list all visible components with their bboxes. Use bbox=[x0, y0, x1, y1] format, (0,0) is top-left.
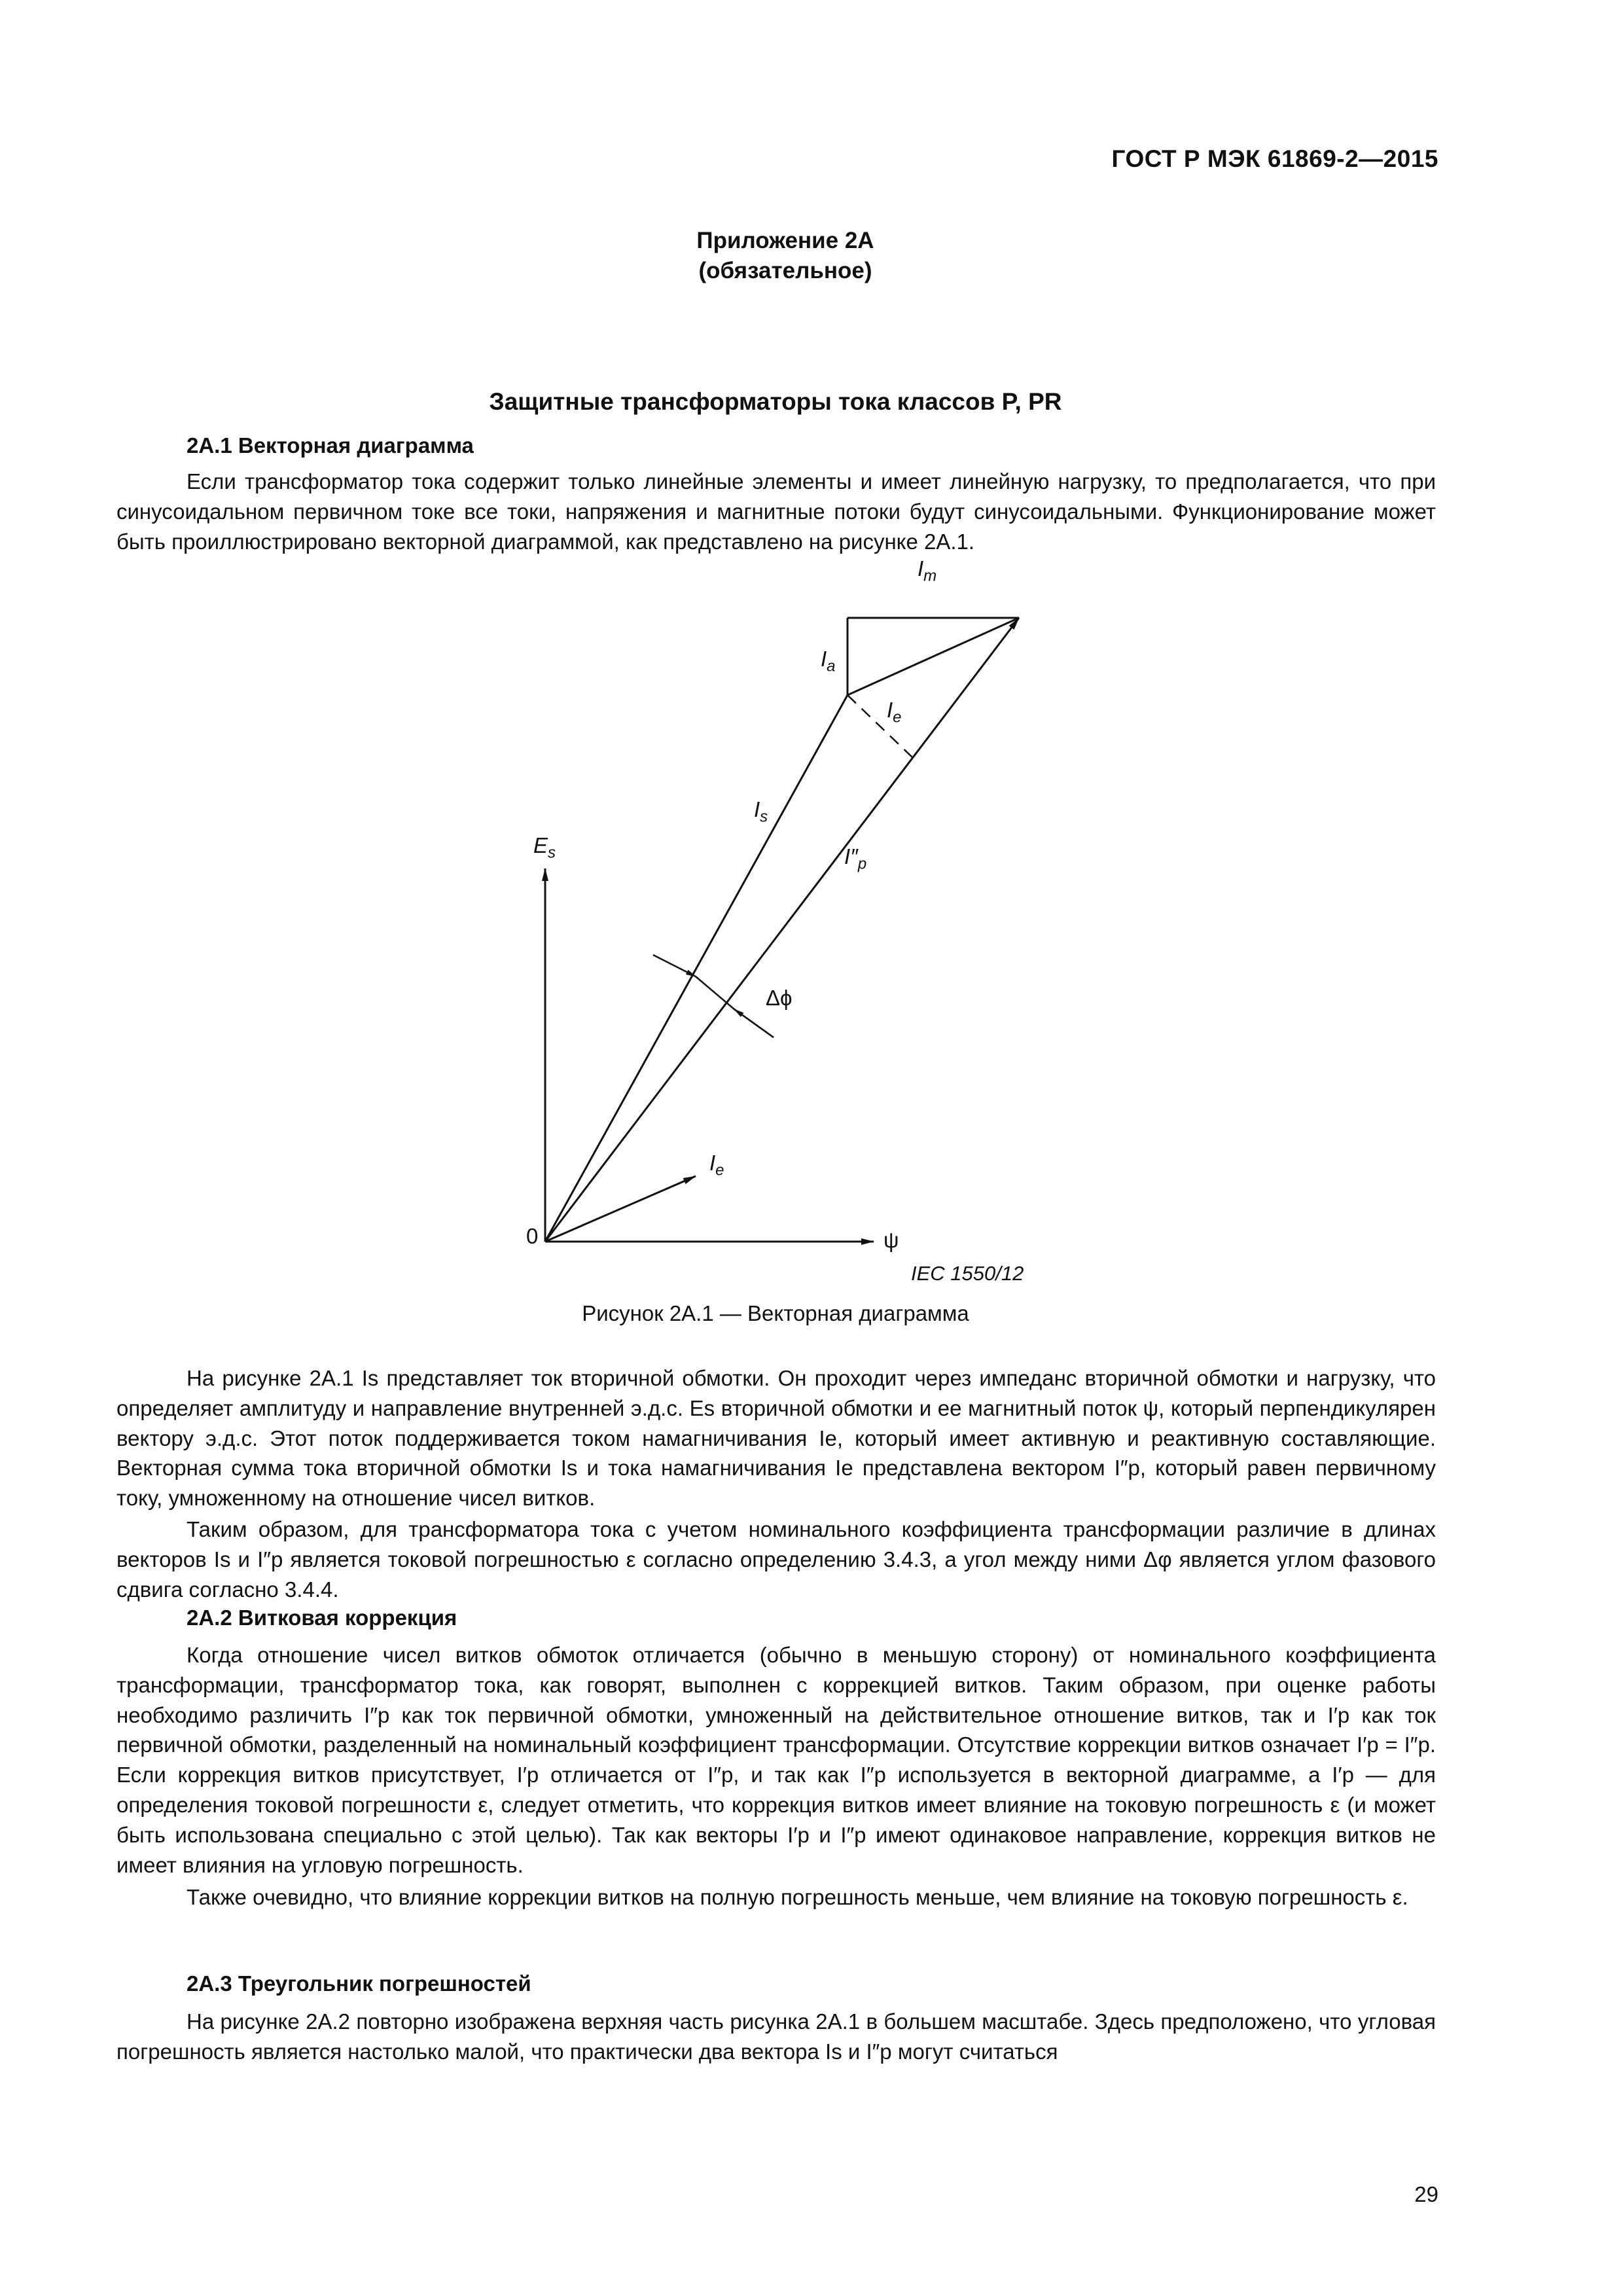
label-origin: 0 bbox=[526, 1224, 539, 1248]
paragraph-2a1-explanation: На рисунке 2А.1 Is представляет ток вторичной обмотки. Он проходит через импеданс вторичной обмотки и нагрузку, что определяет амплитуду и направление внутренней э.д.с. Es вторичной обмотки и ее магнитный поток ψ, который перпендикулярен вектору э.д.с. Этот поток поддерживается током намагничивания Ie, который имеет активную и реактивную составляющие. Векторная сумма тока вторичной обмотки Is и тока намагничивания Ie представлена вектором I″p, который равен первичному току, умноженному на отношение чисел витков. bbox=[116, 1366, 1436, 1511]
paragraph-2a3-intro: На рисунке 2А.2 повторно изображена верхняя часть рисунка 2А.1 в большем масштабе. Здесь предположено, что угловая погрешность является настолько малой, что практически два вектора Is и I″p могут считаться bbox=[116, 2009, 1436, 2064]
section-heading-2a3: 2А.3 Треугольник погрешностей bbox=[187, 1971, 531, 1996]
annex-status: (обязательное) bbox=[698, 258, 872, 283]
page-number: 29 bbox=[1414, 2182, 1438, 2206]
paragraph-2a1-intro: Если трансформатор тока содержит только линейные элементы и имеет линейную нагрузку, то предполагается, что при синусоидальном первичном токе все токи, напряжения и магнитные потоки будут синусоидальными. Функционирование может быть проиллюстрировано векторной диаграммой, как представлено на рисунке 2А.1. bbox=[116, 469, 1436, 554]
vector-diagram bbox=[0, 563, 1623, 1309]
standard-header: ГОСТ Р МЭК 61869-2—2015 bbox=[1111, 145, 1438, 172]
ie-top-vector bbox=[847, 618, 1019, 695]
label-ie-low: $I_e$ bbox=[709, 1151, 724, 1179]
label-es: $E_s$ bbox=[533, 833, 556, 862]
vector-diagram-figure bbox=[0, 556, 1623, 1309]
label-dphi: Δϕ bbox=[766, 986, 793, 1010]
ipp-vector bbox=[545, 618, 1019, 1242]
ie-low-vector bbox=[545, 1176, 696, 1242]
paragraph-2a1-error: Таким образом, для трансформатора тока с учетом номинального коэффициента трансформации различие в длинах векторов Is и I″p является токовой погрешностью ε согласно определению 3.4.3, а угол между ними Δφ является углом фазового сдвига согласно 3.4.4. bbox=[116, 1517, 1436, 1602]
perpendicular-dashed bbox=[847, 695, 912, 757]
label-psi: ψ bbox=[883, 1228, 899, 1252]
annex-title: Приложение 2А bbox=[696, 228, 874, 253]
paragraph-2a2-main: Когда отношение чисел витков обмоток отличается (обычно в меньшую сторону) от номинального коэффициента трансформации, трансформатор тока, как говорят, выполнен с коррекцией витков. Таким образом, при оценке работы необходимо различить I″p как ток первичной обмотки, умноженный на действительное отношение витков, так и I′p как ток первичной обмотки, разделенный на номинальный коэффициент трансформации. Отсутствие коррекции витков означает I′p = I″p. Если коррекция витков присутствует, I′p отличается от I″p, и так как I″p используется в векторной диаграмме, а I′p — для определения токовой погрешности ε, следует отметить, что коррекция витков имеет влияние на токовую погрешность ε (и может быть использована специально с этой целью). Так как векторы I′p и I″p имеют одинаковое направление, коррекция витков не имеет влияния на угловую погрешность. bbox=[116, 1643, 1436, 1877]
label-ipp: $I''_p$ bbox=[844, 844, 867, 873]
figure-caption: Рисунок 2А.1 — Векторная диаграмма bbox=[582, 1301, 969, 1325]
is-vector bbox=[545, 695, 847, 1242]
figure-reference: IEC 1550/12 bbox=[911, 1262, 1024, 1285]
section-heading-2a1: 2А.1 Векторная диаграмма bbox=[187, 433, 474, 457]
dphi-arrow-right bbox=[734, 1009, 774, 1037]
dphi-tick bbox=[696, 977, 734, 1009]
main-title: Защитные трансформаторы тока классов P, PR bbox=[489, 388, 1062, 415]
section-heading-2a2: 2А.2 Витковая коррекция bbox=[187, 1605, 457, 1630]
label-ie-top: $I_e$ bbox=[887, 698, 902, 726]
label-is: $I_s$ bbox=[754, 797, 768, 826]
label-im: $I_m$ bbox=[918, 556, 937, 585]
label-ia: $I_a$ bbox=[821, 647, 836, 675]
dphi-arrow-left bbox=[653, 955, 696, 977]
paragraph-2a2-conclusion: Также очевидно, что влияние коррекции витков на полную погрешность меньше, чем влияние на токовую погрешность ε. bbox=[187, 1885, 1408, 1909]
